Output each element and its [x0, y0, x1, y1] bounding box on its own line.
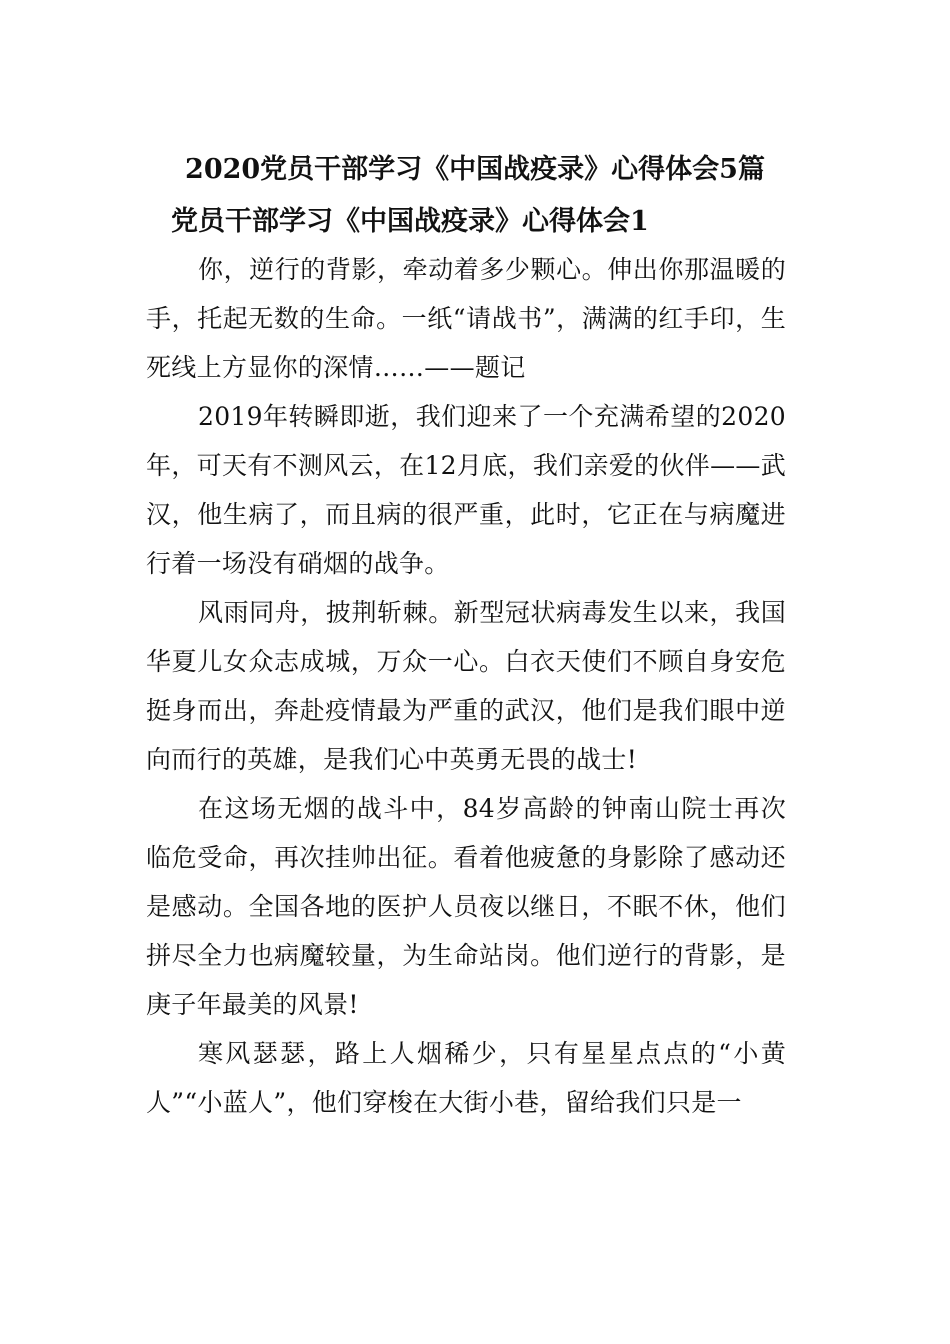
paragraph-zhong-nanshan: 在这场无烟的战斗中，84岁高龄的钟南山院士再次临危受命，再次挂帅出征。看着他疲惫的身影除了感动还是感动。全国各地的医护人员夜以继日，不眠不休，他们拼尽全力也病魔较量，为生命站岗。他们逆行的背影，是庚子年最美的风景!	[146, 794, 786, 1019]
paragraph-2019: 2019年转瞬即逝，我们迎来了一个充满希望的2020年，可天有不测风云，在12月底，我们亲爱的伙伴——武汉，他生病了，而且病的很严重，此时，它正在与病魔进行着一场没有硝烟的战争。	[146, 402, 786, 578]
document-title: 2020党员干部学习《中国战疫录》心得体会5篇	[185, 154, 765, 185]
paragraph-cold-wind: 寒风瑟瑟，路上人烟稀少，只有星星点点的“小黄人”“小蓝人”，他们穿梭在大街小巷，留给我们只是一	[146, 1039, 786, 1117]
document-body	[146, 245, 786, 1127]
section-title: 党员干部学习《中国战疫录》心得体会1	[171, 206, 649, 237]
paragraph-united: 风雨同舟，披荆斩棘。新型冠状病毒发生以来，我国华夏儿女众志成城，万众一心。白衣天使们不顾自身安危挺身而出，奔赴疫情最为严重的武汉，他们是我们眼中逆向而行的英雄，是我们心中英勇无畏的战士!	[146, 598, 786, 774]
paragraph-epigraph: 你，逆行的背影，牵动着多少颗心。伸出你那温暖的手，托起无数的生命。一纸“请战书”，满满的红手印，生死线上方显你的深情……——题记	[146, 255, 786, 382]
